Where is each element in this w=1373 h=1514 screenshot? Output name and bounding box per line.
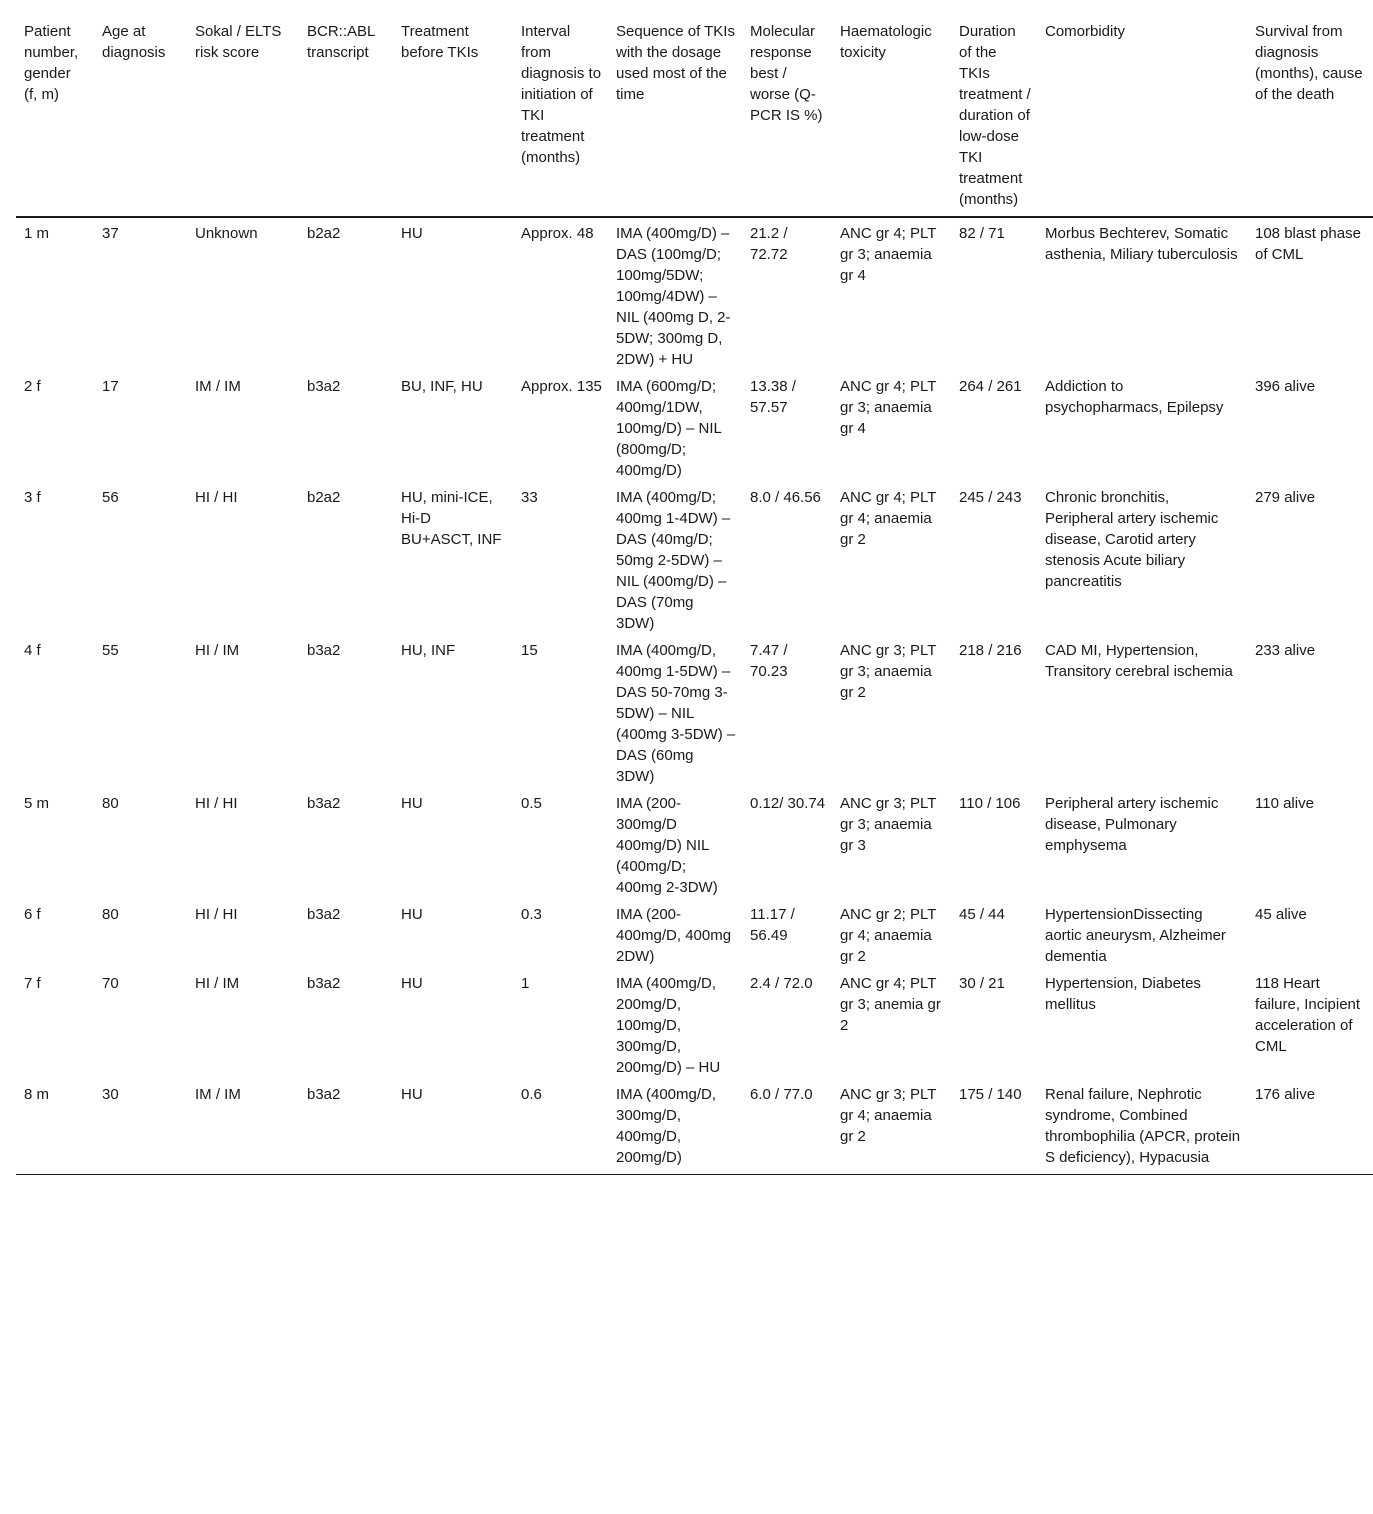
table-cell: HU bbox=[401, 906, 423, 923]
table-cell: HU bbox=[401, 225, 423, 242]
table-cell: Approx. 135 bbox=[521, 378, 602, 395]
table-cell: IMA (200-400mg/D, 400mg 2DW) bbox=[616, 906, 732, 965]
table-cell: 6.0 / 77.0 bbox=[750, 1086, 813, 1103]
table-cell: 7.47 / 70.23 bbox=[750, 642, 788, 680]
table-cell: ANC gr 2; PLT gr 4; anaemia gr 2 bbox=[840, 906, 937, 965]
table-cell: 108 blast phase of CML bbox=[1255, 225, 1361, 263]
table-cell: 245 / 243 bbox=[959, 489, 1022, 506]
table-cell: Approx. 48 bbox=[521, 225, 594, 242]
table-cell: b3a2 bbox=[307, 975, 341, 992]
table-cell: 264 / 261 bbox=[959, 378, 1022, 395]
table-cell: 45 alive bbox=[1255, 906, 1307, 923]
table-cell: 176 alive bbox=[1255, 1086, 1316, 1103]
table-cell: 15 bbox=[521, 642, 538, 659]
table-cell: Chronic bronchitis, Peripheral artery ischemic disease, Carotid artery stenosis Acute biliary pancreatitis bbox=[1045, 489, 1219, 590]
header-cell: Duration of the TKIs treatment / duration of low-dose TKI treatment (months) bbox=[959, 23, 1031, 208]
header-row bbox=[16, 12, 1373, 217]
table-cell: ANC gr 4; PLT gr 4; anaemia gr 2 bbox=[840, 489, 937, 548]
table-row bbox=[16, 899, 1373, 968]
table-cell: 110 / 106 bbox=[959, 795, 1021, 812]
table-cell: b3a2 bbox=[307, 642, 341, 659]
table-cell: 5 m bbox=[24, 795, 50, 812]
table-cell: IMA (400mg/D; 400mg 1-4DW) – DAS (40mg/D; 50mg 2-5DW) – NIL (400mg/D) – DAS (70mg 3DW) bbox=[616, 489, 731, 632]
table-cell: Renal failure, Nephrotic syndrome, Combined thrombophilia (APCR, protein S deficiency), Hypacusia bbox=[1045, 1086, 1241, 1166]
table-cell: 56 bbox=[102, 489, 119, 506]
table-row bbox=[16, 1079, 1373, 1175]
header-cell: Sequence of TKIs with the dosage used most of the time bbox=[616, 23, 735, 103]
table-cell: HypertensionDissecting aortic aneurysm, Alzheimer dementia bbox=[1045, 906, 1226, 965]
table-cell: b3a2 bbox=[307, 378, 341, 395]
table-cell: ANC gr 3; PLT gr 4; anaemia gr 2 bbox=[840, 1086, 937, 1145]
table-cell: ANC gr 3; PLT gr 3; anaemia gr 2 bbox=[840, 642, 937, 701]
table-cell: 0.12/ 30.74 bbox=[750, 795, 826, 812]
table-cell: ANC gr 4; PLT gr 3; anaemia gr 4 bbox=[840, 225, 937, 284]
table-cell: ANC gr 4; PLT gr 3; anemia gr 2 bbox=[840, 975, 941, 1034]
table-cell: IM / IM bbox=[195, 1086, 241, 1103]
table-cell: b2a2 bbox=[307, 225, 341, 242]
header-cell: Comorbidity bbox=[1045, 23, 1126, 40]
table-cell: HU, INF bbox=[401, 642, 456, 659]
table-cell: 17 bbox=[102, 378, 119, 395]
header-cell: Treatment before TKIs bbox=[401, 23, 479, 61]
table-cell: 218 / 216 bbox=[959, 642, 1022, 659]
table-cell: Peripheral artery ischemic disease, Pulmonary emphysema bbox=[1045, 795, 1219, 854]
table-cell: b3a2 bbox=[307, 906, 341, 923]
table-cell: 80 bbox=[102, 906, 119, 923]
header-cell: Molecular response best / worse (Q-PCR IS %) bbox=[750, 23, 823, 124]
patient-table bbox=[16, 12, 1373, 1175]
table-cell: 7 f bbox=[24, 975, 41, 992]
table-cell: 80 bbox=[102, 795, 119, 812]
table-row bbox=[16, 217, 1373, 371]
table-row bbox=[16, 635, 1373, 788]
table-cell: Addiction to psychopharmacs, Epilepsy bbox=[1045, 378, 1224, 416]
table-cell: b2a2 bbox=[307, 489, 341, 506]
table-cell: HI / IM bbox=[195, 975, 240, 992]
table-cell: 110 alive bbox=[1255, 795, 1314, 812]
table-row bbox=[16, 482, 1373, 635]
table-cell: 4 f bbox=[24, 642, 41, 659]
table-cell: 233 alive bbox=[1255, 642, 1316, 659]
header-cell: Sokal / ELTS risk score bbox=[195, 23, 282, 61]
table-cell: IMA (400mg/D, 400mg 1-5DW) – DAS 50-70mg 3-5DW) – NIL (400mg 3-5DW) – DAS (60mg 3DW) bbox=[616, 642, 736, 785]
table-cell: 37 bbox=[102, 225, 119, 242]
table-cell: IMA (600mg/D; 400mg/1DW, 100mg/D) – NIL (800mg/D; 400mg/D) bbox=[616, 378, 722, 479]
table-cell: HU bbox=[401, 795, 423, 812]
table-cell: b3a2 bbox=[307, 1086, 341, 1103]
table-cell: 45 / 44 bbox=[959, 906, 1005, 923]
table-cell: 0.6 bbox=[521, 1086, 542, 1103]
header-cell: Survival from diagnosis (months), cause of the death bbox=[1255, 23, 1363, 103]
table-cell: 6 f bbox=[24, 906, 41, 923]
table-cell: 175 / 140 bbox=[959, 1086, 1022, 1103]
table-row bbox=[16, 968, 1373, 1079]
table-row bbox=[16, 788, 1373, 899]
table-cell: 1 m bbox=[24, 225, 50, 242]
table-cell: HU, mini-ICE, Hi-D BU+ASCT, INF bbox=[401, 489, 502, 548]
header-cell: BCR::ABL transcript bbox=[307, 23, 375, 61]
table-cell: CAD MI, Hypertension, Transitory cerebral ischemia bbox=[1045, 642, 1233, 680]
table-cell: Morbus Bechterev, Somatic asthenia, Miliary tuberculosis bbox=[1045, 225, 1238, 263]
table-cell: 55 bbox=[102, 642, 119, 659]
table-cell: IM / IM bbox=[195, 378, 241, 395]
table-cell: b3a2 bbox=[307, 795, 341, 812]
table-cell: IMA (200-300mg/D 400mg/D) NIL (400mg/D; 400mg 2-3DW) bbox=[616, 795, 718, 896]
table-cell: 2.4 / 72.0 bbox=[750, 975, 813, 992]
table-cell: HI / HI bbox=[195, 489, 238, 506]
table-cell: 0.5 bbox=[521, 795, 542, 812]
table-cell: 3 f bbox=[24, 489, 41, 506]
table-cell: 70 bbox=[102, 975, 119, 992]
table-cell: 8.0 / 46.56 bbox=[750, 489, 821, 506]
table-cell: ANC gr 3; PLT gr 3; anaemia gr 3 bbox=[840, 795, 937, 854]
header-cell: Interval from diagnosis to initiation of TKI treatment (months) bbox=[521, 23, 602, 166]
table-cell: HU bbox=[401, 975, 423, 992]
table-cell: 118 Heart failure, Incipient acceleration of CML bbox=[1255, 975, 1361, 1055]
table-cell: 30 / 21 bbox=[959, 975, 1005, 992]
table-cell: HU bbox=[401, 1086, 423, 1103]
table-body bbox=[16, 217, 1373, 1175]
table-cell: Unknown bbox=[195, 225, 258, 242]
table-cell: HI / HI bbox=[195, 795, 238, 812]
table-cell: ANC gr 4; PLT gr 3; anaemia gr 4 bbox=[840, 378, 937, 437]
table-cell: BU, INF, HU bbox=[401, 378, 483, 395]
table-cell: HI / IM bbox=[195, 642, 240, 659]
table-cell: 2 f bbox=[24, 378, 41, 395]
table-cell: 30 bbox=[102, 1086, 119, 1103]
table-cell: 396 alive bbox=[1255, 378, 1316, 395]
table-cell: 8 m bbox=[24, 1086, 50, 1103]
table-cell: IMA (400mg/D) – DAS (100mg/D; 100mg/5DW; 100mg/4DW) – NIL (400mg D, 2-5DW; 300mg D, 2DW) + HU bbox=[616, 225, 731, 368]
table-cell: 0.3 bbox=[521, 906, 542, 923]
table-cell: Hypertension, Diabetes mellitus bbox=[1045, 975, 1201, 1013]
table-header bbox=[16, 12, 1373, 217]
header-cell: Haematologic toxicity bbox=[840, 23, 932, 61]
table-cell: 21.2 / 72.72 bbox=[750, 225, 788, 263]
table-cell: 82 / 71 bbox=[959, 225, 1005, 242]
table-cell: 11.17 / 56.49 bbox=[750, 906, 795, 944]
table-cell: HI / HI bbox=[195, 906, 238, 923]
header-cell: Age at diagnosis bbox=[102, 23, 166, 61]
table-cell: IMA (400mg/D, 200mg/D, 100mg/D, 300mg/D, 200mg/D) – HU bbox=[616, 975, 721, 1076]
table-cell: 1 bbox=[521, 975, 530, 992]
table-cell: 13.38 / 57.57 bbox=[750, 378, 796, 416]
table-cell: 279 alive bbox=[1255, 489, 1316, 506]
table-cell: IMA (400mg/D, 300mg/D, 400mg/D, 200mg/D) bbox=[616, 1086, 717, 1166]
table-row bbox=[16, 371, 1373, 482]
header-cell: Patient number, gender (f, m) bbox=[24, 23, 79, 103]
table-cell: 33 bbox=[521, 489, 538, 506]
